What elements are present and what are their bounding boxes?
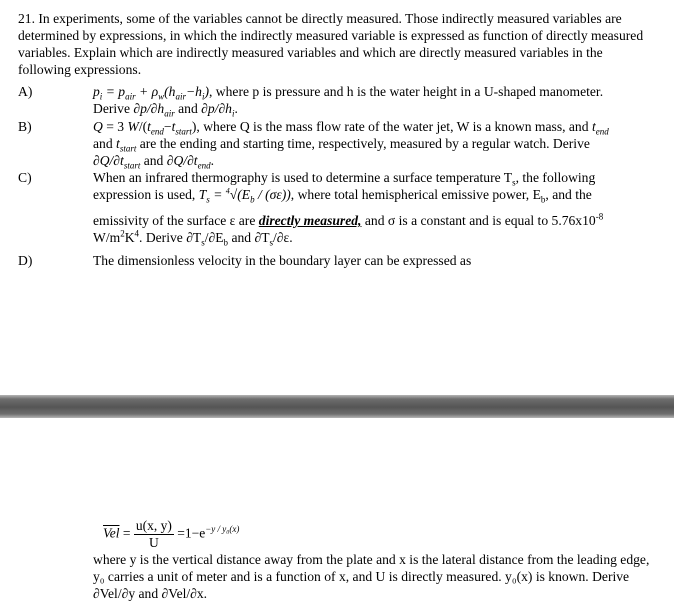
item-c-equation: $T_s = ^4√(E_b / (\sigma\varepsilon))$ (198, 186, 291, 205)
item-b-equation: Q (93, 119, 103, 134)
item-d-text: The dimensionless velocity in the boundary layer can be expressed as (93, 253, 472, 268)
item-a-text: , where p is pressure and h is the water height in a U-shaped manometer. (209, 84, 604, 99)
velocity-equation: $\overline{Vel}$ = $\frac{u(x, y)}{U}$ $=1-e^{-y / y_0(x)}$ (103, 518, 240, 550)
item-label: C) (18, 170, 32, 185)
equation-rhs: =1−e (177, 525, 206, 541)
item-label: D) (18, 253, 33, 268)
item-a-deriv2: $\partial p/\partial h_i$ (201, 101, 235, 119)
item-c-derive: . Derive ∂T (139, 230, 202, 245)
item-label: A) (18, 84, 33, 99)
item-label: B) (18, 119, 32, 134)
item-d-continuation: where y is the vertical distance away from the plate and x is the lateral distance from the leading edge, y₀ carries a unit of meter and is a function of x, and U is directly measured. y₀(x) is known. Derive ∂Vel/∂y and ∂Vel/∂x. (93, 552, 650, 601)
item-c-text2c: , and the (545, 187, 592, 202)
item-c-unit2: K (124, 230, 135, 245)
question-intro: 21. In experiments, some of the variables cannot be directly measured. Those indirectly measured variables are determined by expressions, in which the indirectly measured variable is expressed as function of directly measured variables. Explain which are indirectly measured variables and which are directly measured variables in the following expressions. (18, 11, 644, 77)
item-c-text3b: and σ is a constant and is equal to 5.76x10 (361, 213, 596, 228)
equation-denominator: U (149, 535, 159, 550)
item-c-unit: W/m (93, 230, 121, 245)
item-c-exponent: -8 (595, 211, 604, 222)
item-b-deriv2: $\partial Q/\partial t_{end}$ (166, 153, 211, 171)
item-a-and: and (174, 101, 202, 116)
item-b-deriv1: $\partial Q/\partial t_{start}$ (93, 153, 141, 171)
item-b: B) Q = 3 $W/(t_{end}-t_{start})$, where Q is the mass flow rate of the water jet, W is a known mass, and $t_{end}$ and $t_{start}$ are the ending and starting time, respectively, measured by a regular watch. Derive $\partial Q/\partial t_{start}$ and $\partial Q/\partial t_{end}$. (18, 119, 609, 171)
item-c-text1b: , the following (515, 170, 596, 185)
item-c-text2b: , where total hemispherical emissive power, E (290, 187, 541, 202)
item-a-deriv1: $\partial p/\partial h_{air}$ (133, 101, 175, 119)
item-c-text2: expression is used, (93, 187, 199, 202)
item-b-text2: are the ending and starting time, respectively, measured by a regular watch. Derive (136, 136, 590, 151)
item-a-equation: $p_i = p_{air} + \rho_w(h_{air}-h_i)$ (93, 84, 209, 102)
item-c-derive2: and ∂T (228, 230, 270, 245)
item-c-text1: When an infrared thermography is used to determine a surface temperature T (93, 170, 513, 185)
document-page-2 (0, 418, 674, 611)
item-d (18, 252, 658, 269)
item-c-text3: emissivity of the surface ε are (93, 213, 259, 228)
equation-lhs: $\overline{Vel}$ (103, 525, 120, 541)
equation-fraction (134, 518, 174, 551)
item-a-derive: Derive (93, 101, 134, 116)
equation-numerator: u(x, y) (135, 518, 172, 533)
item-c: C) When an infrared thermography is used to determine a surface temperature $T_s$, the following expression is used, $T_s = ^4√(E_b / (\sigma\varepsilon))$, where total hemispherical emissive power, $E_b$, and the emissivity of the surface ε are directly measured, and σ is a constant and is equal to $5.76x10^{-8}$ $W/m^2K^4$. Derive $\partial T_s/\partial E_b$ and $\partial T_s/\partial\varepsilon$. (18, 170, 604, 248)
item-c-underlined: directly measured, (258, 213, 362, 228)
item-b-text: , where Q is the mass flow rate of the water jet, W is a known mass, and (196, 119, 592, 134)
page-separator (0, 395, 674, 418)
equation-exponent: −y / y₀(x) (205, 524, 240, 535)
item-a: A) $p_i = p_{air} + \rho_w(h_{air}-h_i)$, where p is pressure and h is the water height in a U-shaped manometer. Derive $\partial p/\partial h_{air}$ and $\partial p/\partial h_i$. (18, 84, 604, 119)
item-b-and: and (140, 153, 167, 168)
